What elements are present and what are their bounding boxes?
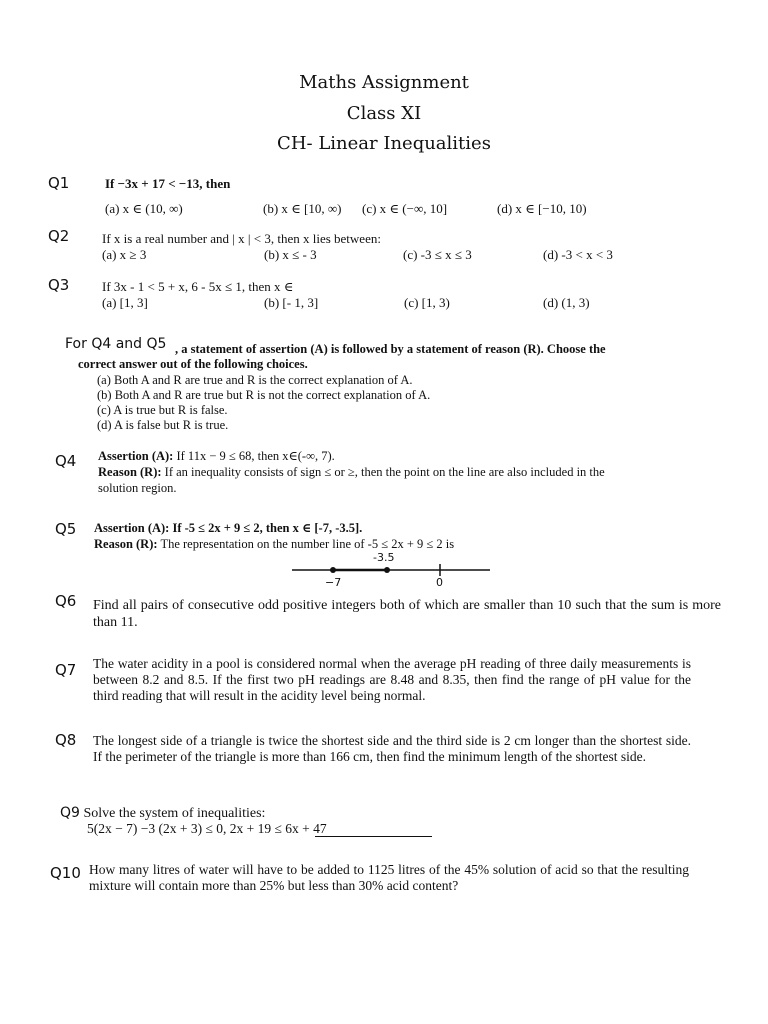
reason-label: Reason (R): [98,465,162,479]
question-number: Q4 [55,452,77,470]
question-number: Q7 [55,661,77,679]
question-text: If −3x + 17 < −13, then [105,176,231,191]
reason-text: The representation on the number line of -5 ≤ 2x + 9 ≤ 2 is [160,537,455,551]
number-line-label-top: -3.5 [373,551,395,564]
question-text: How many litres of water will have to be added to 1125 litres of the 45% solution of acid so that the resulting mixture will contain more than 25% but less than 30% acid content? [89,862,689,893]
reason-text-cont: solution region. [98,481,177,495]
instructions-text: , a statement of assertion (A) is followed by a statement of reason (R). Choose the [175,342,606,356]
question-text: If 3x - 1 < 5 + x, 6 - 5x ≤ 1, then x ∈ [102,279,294,294]
instructions-text: correct answer out of the following choices. [78,357,308,371]
choice-c: (c) A is true but R is false. [97,403,228,417]
number-line-label-zero: 0 [436,576,443,589]
class-label: Class XI [346,103,422,124]
question-text: Solve the system of inequalities: [83,806,266,821]
question-text: The longest side of a triangle is twice the shortest side and the third side is 2 cm longer than the shortest side. If the perimeter of the triangle is more than 166 cm, then find the minimum length of the shortest side. [93,733,691,764]
option-b: (b) [- 1, 3] [264,295,319,310]
option-b: (b) x ≤ - 3 [264,247,317,262]
number-line-label-left: −7 [325,576,342,589]
assertion-label: Assertion (A): [98,449,174,463]
reason [98,464,605,480]
question-text: The water acidity in a pool is considered normal when the average pH reading of three daily measurements is between 8.2 and 8.5. If the first two pH readings are 8.48 and 8.35, then find the range of pH value for the third reading that will result in the acidity level being normal. [93,656,691,703]
number-line [292,561,492,581]
question-number: Q8 [55,731,77,749]
question-number: Q2 [48,227,70,245]
option-a: (a) x ∈ (10, ∞) [105,201,183,216]
choice-d: (d) A is false but R is true. [97,418,229,432]
reason-label: Reason (R): [94,537,158,551]
option-b: (b) x ∈ [10, ∞) [263,201,342,216]
assertion-label: Assertion (A): [94,521,170,535]
option-a: (a) x ≥ 3 [102,247,147,262]
choice-a: (a) Both A and R are true and R is the correct explanation of A. [97,373,413,387]
number-line-point-left [330,567,336,573]
chapter-title: CH- Linear Inequalities [277,133,491,154]
instructions-lead: For Q4 and Q5 [65,336,167,352]
option-c: (c) x ∈ (−∞, 10] [362,201,448,216]
question-number: Q5 [55,520,77,538]
assertion [94,520,362,536]
assertion [98,448,335,464]
choice-b: (b) Both A and R are true but R is not the correct explanation of A. [97,388,431,402]
reason-text: If an inequality consists of sign ≤ or ≥, then the point on the line are also included in the [164,465,605,479]
assertion-text: If -5 ≤ 2x + 9 ≤ 2, then x ∈ [-7, -3.5]. [172,521,363,535]
question-number: Q3 [48,276,70,294]
question-text: If x is a real number and | x | < 3, then x lies between: [102,231,381,246]
question-number: Q10 [50,864,81,882]
answer-line [315,836,432,837]
number-line-point-right [384,567,390,573]
option-c: (c) -3 ≤ x ≤ 3 [403,247,472,262]
question-row [60,805,265,822]
inequality-system: 5(2x − 7) −3 (2x + 3) ≤ 0, 2x + 19 ≤ 6x + 47 [87,821,327,836]
option-d: (d) (1, 3) [543,295,590,310]
question-number: Q9 [60,805,80,821]
assignment-title: Maths Assignment [299,72,469,93]
option-a: (a) [1, 3] [102,295,148,310]
option-d: (d) x ∈ [−10, 10) [497,201,587,216]
assertion-text: If 11x − 9 ≤ 68, then x∈(-∞, 7). [176,449,335,463]
option-c: (c) [1, 3) [404,295,450,310]
question-number: Q1 [48,174,70,192]
question-text: Find all pairs of consecutive odd positive integers both of which are smaller than 10 such that the sum is more than 11. [93,598,721,630]
reason [94,536,454,552]
question-number: Q6 [55,592,77,610]
option-d: (d) -3 < x < 3 [543,247,613,262]
